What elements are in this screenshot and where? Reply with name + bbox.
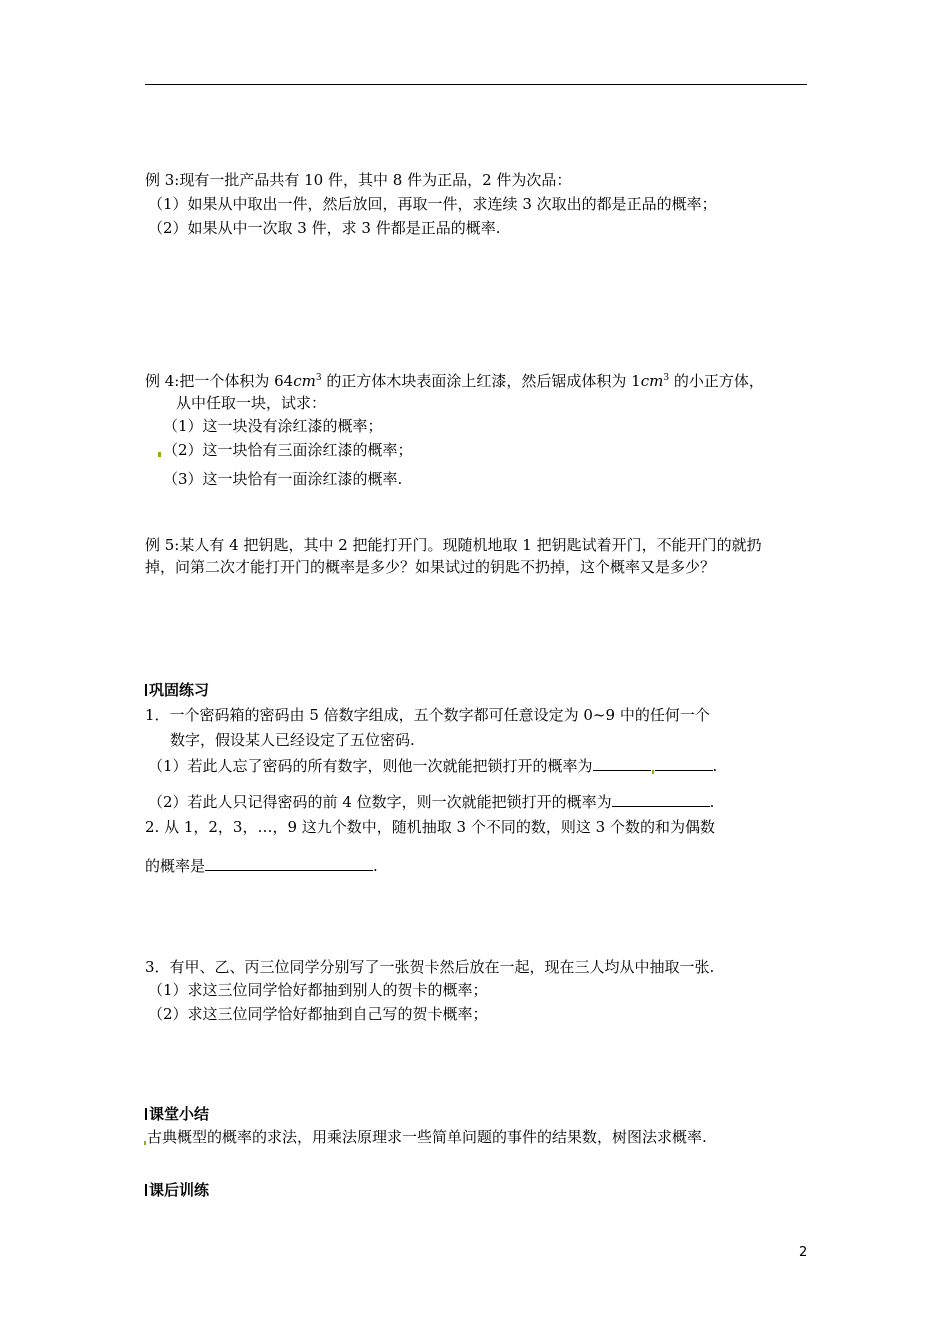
period: . bbox=[709, 793, 715, 811]
homework-heading: 课后训练 bbox=[149, 1181, 210, 1199]
header-rule bbox=[145, 84, 807, 85]
summary-heading: 课堂小结 bbox=[149, 1105, 210, 1123]
answer-blank-1b[interactable] bbox=[655, 756, 713, 771]
summary-text-row bbox=[143, 1127, 707, 1147]
example-4-question-1: （1）这一块没有涂红漆的概率； bbox=[163, 417, 383, 435]
example-4-title bbox=[145, 368, 764, 391]
example-4-question-2: （2）这一块恰有三面涂红漆的概率； bbox=[163, 441, 413, 459]
practice-2-line-1: 2. 从 1，2，3，…，9 这九个数中，随机抽取 3 个不同的数，则这 3 个数的和为偶数 bbox=[145, 818, 715, 836]
unit-cm: cm bbox=[293, 372, 316, 390]
practice-3-line-1: 3．有甲、乙、丙三位同学分别写了一张贺卡然后放在一起，现在三人均从中抽取一张. bbox=[145, 958, 715, 976]
summary-heading-row bbox=[145, 1104, 209, 1124]
heading-marker bbox=[145, 1184, 147, 1196]
practice-2-line-2 bbox=[145, 856, 378, 876]
unit-exponent: 3 bbox=[315, 373, 322, 383]
answer-blank-1a[interactable] bbox=[593, 756, 651, 771]
heading-marker bbox=[145, 684, 147, 696]
example-4-question-2-row bbox=[158, 440, 413, 460]
practice-heading: 巩固练习 bbox=[149, 681, 210, 699]
period: . bbox=[712, 757, 718, 775]
practice-1-question-2 bbox=[148, 792, 714, 812]
answer-blank-2[interactable] bbox=[612, 792, 710, 807]
practice-3-question-1: （1）求这三位同学恰好都抽到别人的贺卡的概率； bbox=[148, 981, 488, 999]
practice-2-line-2-text: 的概率是 bbox=[145, 857, 206, 875]
practice-3-question-2: （2）求这三位同学恰好都抽到自己写的贺卡概率； bbox=[148, 1005, 488, 1023]
answer-blank-3[interactable] bbox=[205, 856, 373, 871]
marker-dot bbox=[158, 452, 161, 457]
example-5-line-1: 例 5:某人有 4 把钥匙，其中 2 把能打开门。现随机地取 1 把钥匙试着开门，不能开门的就扔 bbox=[145, 536, 762, 554]
homework-heading-row bbox=[145, 1180, 209, 1200]
example-4-part1: 例 4:把一个体积为 64 bbox=[145, 372, 294, 390]
example-5-line-2: 掉，问第二次才能打开门的概率是多少？如果试过的钥匙不扔掉，这个概率又是多少？ bbox=[145, 558, 716, 576]
practice-1-line-2: 数字，假设某人已经设定了五位密码. bbox=[170, 731, 415, 749]
page-number: 2 bbox=[799, 1245, 808, 1260]
example-4-continuation: 从中任取一块，试求： bbox=[176, 394, 327, 412]
unit-exponent-2: 3 bbox=[663, 373, 670, 383]
example-3-question-2: （2）如果从中一次取 3 件，求 3 件都是正品的概率. bbox=[148, 219, 501, 237]
example-4-part2: 的正方体木块表面涂上红漆，然后锯成体积为 1 bbox=[321, 372, 641, 390]
practice-1-question-2-text: （2）若此人只记得密码的前 4 位数字，则一次就能把锁打开的概率为 bbox=[148, 793, 612, 811]
heading-marker bbox=[145, 1108, 147, 1120]
example-4-question-3: （3）这一块恰有一面涂红漆的概率. bbox=[163, 470, 403, 488]
practice-heading-row bbox=[145, 680, 209, 700]
marker-dot bbox=[652, 770, 654, 774]
summary-text: 古典概型的概率的求法，用乘法原理求一些简单问题的事件的结果数，树图法求概率. bbox=[147, 1128, 707, 1146]
example-3-title: 例 3:现有一批产品共有 10 件，其中 8 件为正品，2 件为次品： bbox=[145, 171, 572, 189]
practice-1-question-1 bbox=[148, 756, 717, 776]
example-3-question-1: （1）如果从中取出一件，然后放回，再取一件，求连续 3 次取出的都是正品的概率； bbox=[148, 195, 717, 213]
period: . bbox=[373, 857, 378, 875]
example-4-part3: 的小正方体， bbox=[669, 372, 764, 390]
practice-1-question-1-text: （1）若此人忘了密码的所有数字，则他一次就能把锁打开的概率为 bbox=[148, 757, 593, 775]
marker-dot bbox=[144, 1141, 146, 1145]
unit-cm-2: cm bbox=[640, 372, 664, 390]
practice-1-line-1: 1．一个密码箱的密码由 5 倍数字组成，五个数字都可任意设定为 0~9 中的任何一个 bbox=[145, 706, 710, 724]
